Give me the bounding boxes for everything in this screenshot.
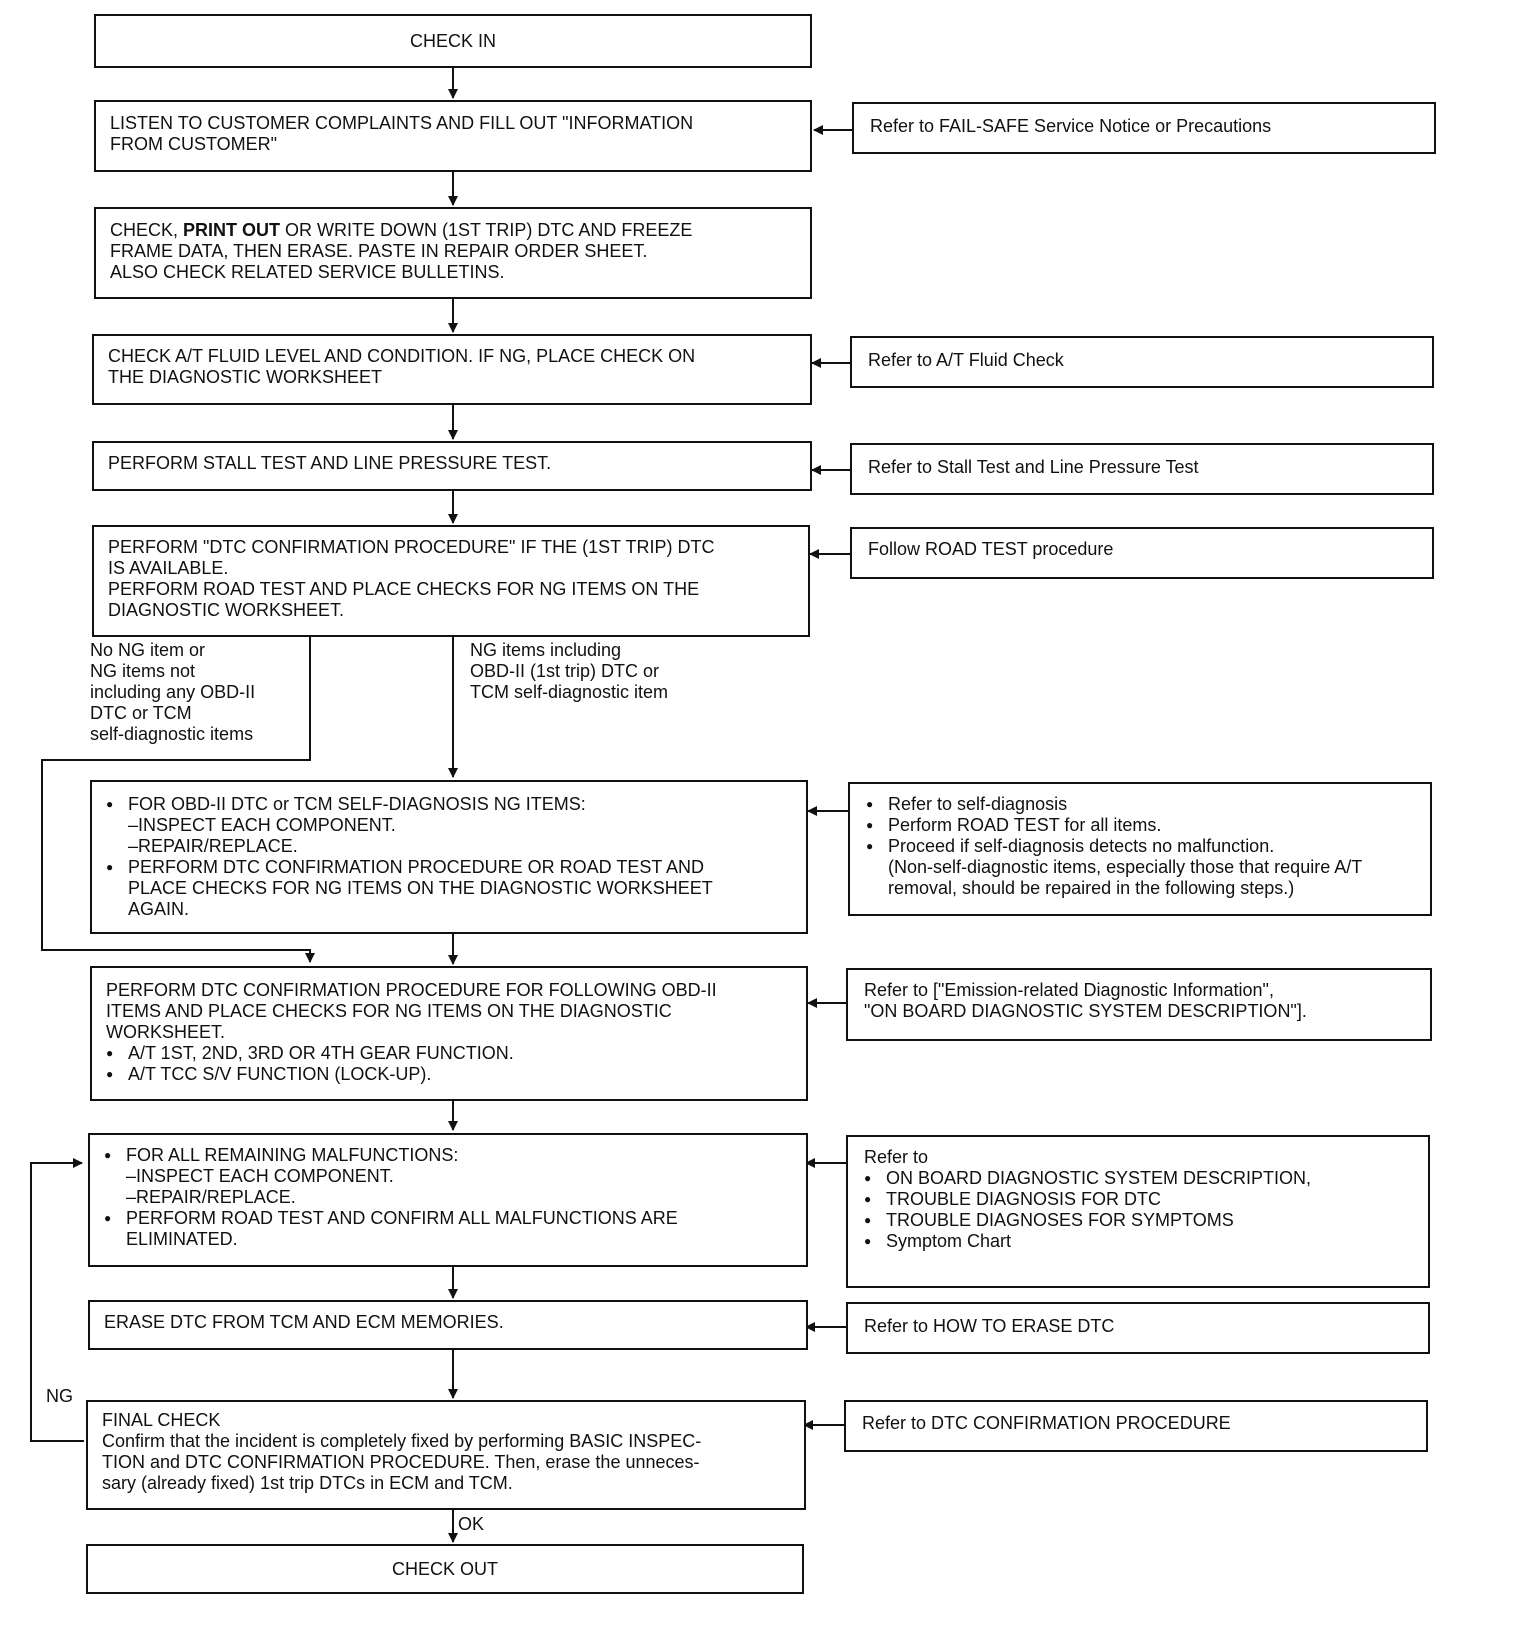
stall-label: PERFORM STALL TEST AND LINE PRESSURE TEST. [108, 453, 552, 473]
ref-erase-label: Refer to HOW TO ERASE DTC [864, 1316, 1115, 1336]
check-out-box [86, 1544, 804, 1594]
dtc-confirm-line: PERFORM "DTC CONFIRMATION PROCEDURE" IF THE (1ST TRIP) DTC [108, 537, 715, 557]
check-out-label: CHECK OUT [391, 1558, 498, 1579]
check-in-label: CHECK IN [409, 30, 496, 51]
no-ng-line: DTC or TCM [90, 703, 192, 723]
print-out-bold: PRINT OUT [183, 220, 281, 240]
ref-list-bullet: ● TROUBLE DIAGNOSES FOR SYMPTOMS [864, 1210, 1412, 1231]
no-ng-line: including any OBD-II [90, 682, 256, 702]
ref-stall-box [850, 443, 1434, 495]
no-ng-branch-label [90, 640, 255, 745]
ref-list-bullet: ● Symptom Chart [864, 1231, 1412, 1252]
obd-bullet [106, 857, 792, 920]
obd-self-diagnosis-box [90, 780, 808, 934]
ref-self-diagnosis-box [848, 782, 1432, 916]
check-dtc-rest: OR WRITE DOWN (1ST TRIP) DTC AND FREEZE [280, 220, 693, 240]
erase-dtc-box [88, 1300, 808, 1350]
no-ng-line: NG items not [90, 661, 196, 681]
ng-items-line: TCM self-diagnostic item [470, 682, 669, 702]
ref-erase-box [846, 1302, 1430, 1354]
ref-emission-line: Refer to ["Emission-related Diagnostic Information", [864, 980, 1274, 1000]
ref-self-diag-bullet: ● Proceed if self-diagnosis detects no malfunction. [866, 836, 1414, 857]
ref-failsafe-label: Refer to FAIL-SAFE Service Notice or Precautions [870, 116, 1272, 136]
final-check-line: TION and DTC CONFIRMATION PROCEDURE. Then, erase the unneces- [102, 1452, 700, 1472]
listen-line: FROM CUSTOMER" [110, 134, 278, 154]
ref-fluid-label: Refer to A/T Fluid Check [868, 350, 1064, 370]
listen-line: LISTEN TO CUSTOMER COMPLAINTS AND FILL OUT "INFORMATION [110, 113, 694, 133]
remaining-bullet-line: ELIMINATED. [126, 1229, 238, 1249]
ref-emission-line: "ON BOARD DIAGNOSTIC SYSTEM DESCRIPTION"]. [864, 1001, 1307, 1021]
obd-sub-item: –REPAIR/REPLACE. [128, 836, 298, 856]
check-dtc-box [94, 207, 812, 299]
ng-items-line: NG items including [470, 640, 622, 660]
ok-label: OK [458, 1514, 485, 1534]
ref-list-bullet: ● ON BOARD DIAGNOSTIC SYSTEM DESCRIPTION, [864, 1168, 1412, 1189]
dtc-following-line: WORKSHEET. [106, 1022, 226, 1042]
final-check-line: Confirm that the incident is completely fixed by performing BASIC INSPEC- [102, 1431, 702, 1451]
fluid-line: CHECK A/T FLUID LEVEL AND CONDITION. IF NG, PLACE CHECK ON [108, 346, 696, 366]
obd-bullet-line: PLACE CHECKS FOR NG ITEMS ON THE DIAGNOSTIC WORKSHEET [128, 878, 713, 898]
ref-dtc-procedure-box [844, 1400, 1428, 1452]
ref-list-title: Refer to [864, 1147, 929, 1167]
dtc-following-bullet: ● A/T TCC S/V FUNCTION (LOCK-UP). [106, 1064, 792, 1085]
dtc-confirm-line: DIAGNOSTIC WORKSHEET. [108, 600, 345, 620]
final-check-line: sary (already fixed) 1st trip DTCs in ECM and TCM. [102, 1473, 513, 1493]
dtc-confirmation-box [92, 525, 810, 637]
ref-self-diag-note: removal, should be repaired in the following steps.) [888, 878, 1295, 898]
ref-self-diag-note: (Non-self-diagnostic items, especially those that require A/T [888, 857, 1363, 877]
remaining-bullet: ● FOR ALL REMAINING MALFUNCTIONS: [104, 1145, 792, 1166]
remaining-malfunctions-box [88, 1133, 808, 1267]
ref-emission-box [846, 968, 1432, 1041]
obd-bullet-line: AGAIN. [128, 899, 190, 919]
ref-stall-label: Refer to Stall Test and Line Pressure Test [868, 457, 1199, 477]
dtc-following-bullet: ● A/T 1ST, 2ND, 3RD OR 4TH GEAR FUNCTION. [106, 1043, 792, 1064]
ref-road-test-label: Follow ROAD TEST procedure [868, 539, 1114, 559]
fluid-check-box [92, 334, 812, 405]
dtc-confirm-line: IS AVAILABLE. [108, 558, 229, 578]
stall-test-box [92, 441, 812, 491]
final-check-box [86, 1400, 806, 1510]
check-in-box [94, 14, 812, 68]
ref-self-diag-bullet: ● Perform ROAD TEST for all items. [866, 815, 1414, 836]
remaining-bullet-line: ● PERFORM ROAD TEST AND CONFIRM ALL MALFUNCTIONS ARE [126, 1208, 678, 1228]
check-dtc-line: FRAME DATA, THEN ERASE. PASTE IN REPAIR ORDER SHEET. [110, 241, 648, 261]
dtc-confirm-line: PERFORM ROAD TEST AND PLACE CHECKS FOR NG ITEMS ON THE [108, 579, 700, 599]
ref-fluid-box [850, 336, 1434, 388]
no-ng-line: No NG item or [90, 640, 206, 660]
erase-label: ERASE DTC FROM TCM AND ECM MEMORIES. [104, 1312, 504, 1332]
ref-failsafe-box [852, 102, 1436, 154]
dtc-following-line: PERFORM DTC CONFIRMATION PROCEDURE FOR FOLLOWING OBD-II [106, 980, 717, 1000]
obd-bullet-line: ● PERFORM DTC CONFIRMATION PROCEDURE OR ROAD TEST AND [128, 857, 705, 877]
obd-bullet: ● FOR OBD-II DTC or TCM SELF-DIAGNOSIS NG ITEMS: [106, 794, 792, 815]
final-check-line: FINAL CHECK [102, 1410, 221, 1430]
check-dtc-prefix: CHECK, [110, 220, 184, 240]
ref-list-box [846, 1135, 1430, 1288]
ref-list-bullet: ● TROUBLE DIAGNOSIS FOR DTC [864, 1189, 1412, 1210]
dtc-following-box [90, 966, 808, 1101]
remaining-sub-item: –INSPECT EACH COMPONENT. [126, 1166, 394, 1186]
ref-road-test-box [850, 527, 1434, 579]
dtc-following-line: ITEMS AND PLACE CHECKS FOR NG ITEMS ON THE DIAGNOSTIC [106, 1001, 672, 1021]
ng-loop-label: NG [46, 1386, 73, 1406]
ref-dtc-procedure-label: Refer to DTC CONFIRMATION PROCEDURE [862, 1413, 1231, 1433]
check-dtc-first-line [110, 220, 796, 241]
ref-self-diag-bullet: ● Refer to self-diagnosis [866, 794, 1414, 815]
ng-items-branch-label [470, 640, 668, 703]
ng-items-line: OBD-II (1st trip) DTC or [470, 661, 660, 681]
listen-customer-box [94, 100, 812, 172]
obd-sub-item: –INSPECT EACH COMPONENT. [128, 815, 396, 835]
check-dtc-line: ALSO CHECK RELATED SERVICE BULLETINS. [110, 262, 505, 282]
remaining-sub-item: –REPAIR/REPLACE. [126, 1187, 296, 1207]
no-ng-line: self-diagnostic items [90, 724, 254, 744]
fluid-line: THE DIAGNOSTIC WORKSHEET [108, 367, 383, 387]
remaining-bullet [104, 1208, 792, 1250]
